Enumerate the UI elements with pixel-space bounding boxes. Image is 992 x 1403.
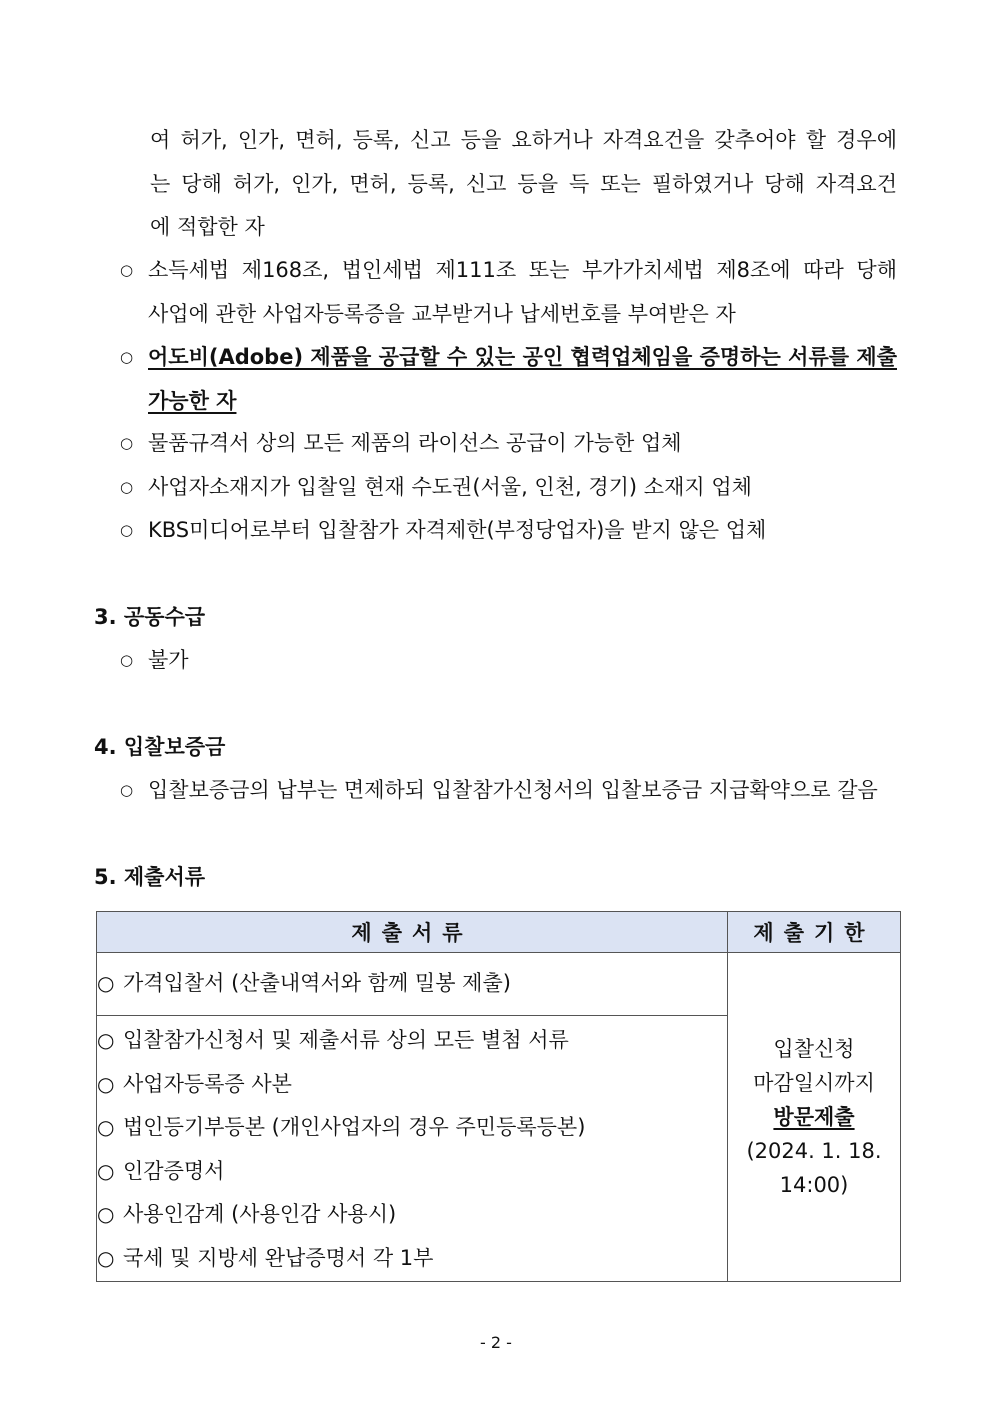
section-4-title: 4. 입찰보증금	[94, 735, 226, 759]
bullet-2-line-2: 가능한 자	[148, 389, 237, 413]
bullet-1-line-2: 사업에 관한 사업자등록증을 교부받거나 납세번호를 부여받은 자	[148, 302, 736, 326]
continuation-line-1: 여 허가, 인가, 면허, 등록, 신고 등을 요하거나 자격요건을 갖추어야 할 경우에	[150, 128, 897, 152]
list-item	[97, 1150, 727, 1194]
section-3-item: 불가	[148, 648, 189, 672]
circle-icon: ○	[97, 1158, 115, 1183]
section-5-title: 5. 제출서류	[94, 865, 206, 889]
list-item-text: 인감증명서	[123, 1158, 225, 1183]
list-item-text: 사용인감계 (사용인감 사용시)	[123, 1202, 397, 1227]
documents-table	[96, 911, 901, 1282]
section-4-item: 입찰보증금의 납부는 면제하되 입찰참가신청서의 입찰보증금 지급확약으로 갈음	[148, 778, 878, 802]
list-item	[97, 1019, 727, 1063]
list-item-text: 국세 및 지방세 완납증명서 각 1부	[123, 1245, 434, 1270]
bullet-5-line-1: KBS미디어로부터 입찰참가 자격제한(부정당업자)을 받지 않은 업체	[148, 518, 767, 542]
bullet-1-line-1: 소득세법 제168조, 법인세법 제111조 또는 부가가치세법 제8조에 따라 당해	[148, 258, 897, 282]
continuation-line-2: 는 당해 허가, 인가, 면허, 등록, 신고 등을 득 또는 필하였거나 당해 자격요건	[150, 172, 897, 196]
list-item	[97, 1237, 727, 1281]
table-row	[97, 1016, 728, 1282]
table-row	[97, 953, 728, 1016]
circle-icon: ○	[97, 1202, 115, 1227]
list-item	[97, 1193, 727, 1237]
bullet-icon: ○	[120, 261, 134, 279]
bullet-icon: ○	[120, 651, 134, 669]
circle-icon: ○	[97, 1245, 115, 1270]
bullet-icon: ○	[120, 521, 134, 539]
bullet-2-line-1: 어도비(Adobe) 제품을 공급할 수 있는 공인 협력업체임을 증명하는 서류를 제출	[148, 345, 897, 369]
circle-icon: ○	[97, 1071, 115, 1096]
bullet-icon: ○	[120, 781, 134, 799]
bullet-icon: ○	[120, 434, 134, 452]
circle-icon: ○	[97, 1115, 115, 1140]
circle-icon: ○	[97, 1028, 115, 1052]
page-number: - 2 -	[480, 1333, 512, 1352]
deadline-line-1: 입찰신청	[773, 1036, 855, 1061]
table-header-documents: 제출서류	[97, 912, 728, 953]
list-item	[97, 1106, 727, 1150]
circle-icon: ○	[97, 971, 115, 996]
list-item-text: 사업자등록증 사본	[123, 1071, 292, 1096]
bullet-3-line-1: 물품규격서 상의 모든 제품의 라이선스 공급이 가능한 업체	[148, 431, 682, 455]
bullet-4-line-1: 사업자소재지가 입찰일 현재 수도권(서울, 인천, 경기) 소재지 업체	[148, 475, 752, 499]
deadline-visit-submit: 방문제출	[773, 1104, 855, 1129]
deadline-date: (2024. 1. 18.	[746, 1138, 882, 1163]
list-item-text: 입찰참가신청서 및 제출서류 상의 모든 별첨 서류	[123, 1028, 569, 1052]
list-item	[97, 962, 727, 1006]
table-header-deadline: 제출기한	[728, 912, 901, 953]
deadline-cell	[728, 953, 901, 1282]
bullet-icon: ○	[120, 478, 134, 496]
list-item	[97, 1063, 727, 1107]
deadline-time: 14:00)	[779, 1172, 849, 1197]
bullet-icon: ○	[120, 348, 134, 366]
list-item-text: 가격입찰서 (산출내역서와 함께 밀봉 제출)	[123, 971, 511, 996]
continuation-line-3: 에 적합한 자	[150, 215, 265, 239]
list-item-text: 법인등기부등본 (개인사업자의 경우 주민등록등본)	[123, 1115, 586, 1140]
deadline-line-2: 마감일시까지	[753, 1070, 875, 1095]
section-3-title: 3. 공동수급	[94, 605, 206, 629]
